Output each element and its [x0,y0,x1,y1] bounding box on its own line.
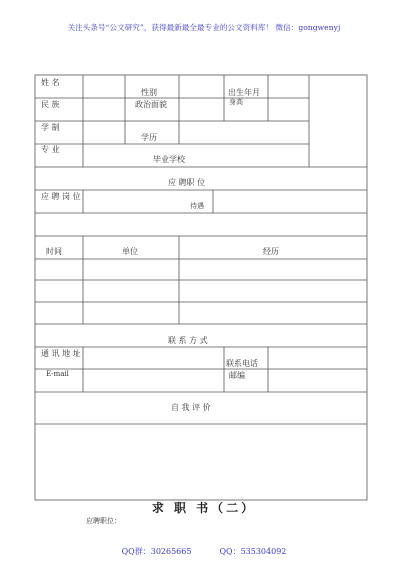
birth-field[interactable] [269,76,308,97]
company-label: 单位 [122,247,138,256]
self-evaluation-field[interactable] [36,425,366,499]
time-label: 时间 [46,247,62,256]
name-field[interactable] [84,76,124,97]
self-evaluation-label: 自 我 评 价 [171,403,211,412]
name-label: 姓 名 [41,78,60,87]
applied-position-field[interactable] [84,191,184,212]
gender-field[interactable] [180,76,223,97]
photo-field[interactable] [310,76,366,166]
address-label: 通 讯 地 址 [41,349,81,358]
height-label: 身高 [229,98,243,106]
education-field[interactable] [180,122,308,143]
postcode-field[interactable] [269,370,366,391]
phone-field[interactable] [269,348,366,368]
salary-field[interactable] [214,191,366,212]
email-label: E-mail [46,370,69,378]
schooling-field[interactable] [84,122,124,143]
applied-position-prefix: 应聘职位： [86,517,121,525]
page-two-title: 求 职 书（二） [151,501,257,515]
qq-text: QQ：535304092 [219,547,287,556]
ethnic-field[interactable] [84,99,124,120]
political-label: 政治面貌 [135,100,167,109]
major-label: 专 业 [41,145,60,154]
postcode-label: 邮编 [229,371,245,380]
schooling-label: 学 制 [41,123,60,132]
birth-label: 出生年月 [228,88,260,97]
contact-section-label: 联 系 方 式 [168,336,208,345]
position-section-label: 应 聘职 位 [168,178,206,187]
major-field[interactable] [84,145,124,166]
salary-label: 待遇 [190,202,204,210]
education-label: 学历 [141,133,157,142]
graduated-school-label: 毕业学校 [153,155,185,164]
header-note: 关注头条号“公文研究”，获得最新最全最专业的公文资料库！ 微信：gongwenyj [67,23,341,32]
graduated-school-field[interactable] [200,145,308,166]
phone-label: 联系电话 [226,359,258,368]
footer [0,546,408,557]
height-field[interactable] [269,99,308,120]
address-field[interactable] [84,348,223,368]
email-field[interactable] [84,370,223,391]
applied-position-label: 应 聘 岗 位 [41,192,81,201]
gender-label: 性别 [141,88,157,97]
ethnic-label: 民 族 [41,100,60,109]
political-field[interactable] [180,99,223,120]
experience-label: 经历 [263,247,279,256]
qq-group-text: QQ群：30265665 [121,547,192,556]
